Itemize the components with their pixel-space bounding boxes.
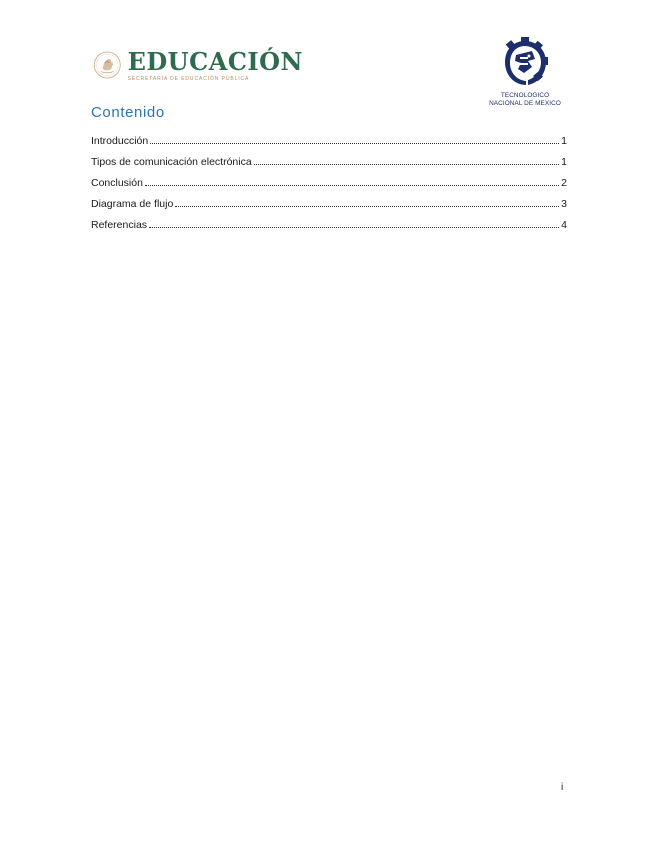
toc-entry-diagrama-flujo[interactable] — [91, 189, 567, 210]
toc-entry-tipos-comunicacion[interactable] — [91, 147, 567, 168]
tecnm-logo-line1: TECNOLOGICO — [500, 92, 550, 99]
toc-entry-label: Referencias — [91, 219, 148, 231]
toc-entry-conclusion[interactable] — [91, 168, 567, 189]
tecnm-logo-line2: NACIONAL DE MEXICO — [489, 100, 561, 107]
toc-entry-page: 4 — [561, 219, 567, 231]
page-number: i — [561, 782, 564, 793]
toc-entry-label: Conclusión — [91, 177, 143, 189]
toc-entry-label: Diagrama de flujo — [91, 198, 174, 210]
table-of-contents — [91, 126, 567, 231]
toc-leader-dots — [254, 163, 559, 165]
mexican-coat-of-arms-icon — [93, 42, 122, 88]
toc-leader-dots — [149, 226, 559, 228]
toc-leader-dots — [175, 205, 559, 207]
sep-logo-title: EDUCACIÓN — [127, 46, 303, 76]
toc-entry-label: Tipos de comunicación electrónica — [91, 156, 252, 168]
toc-entry-page: 2 — [561, 177, 567, 189]
toc-entry-page: 1 — [561, 156, 567, 168]
toc-entry-referencias[interactable] — [91, 210, 567, 231]
sep-logo — [93, 40, 303, 90]
toc-entry-page: 1 — [561, 135, 567, 147]
toc-entry-label: Introducción — [91, 135, 149, 147]
toc-entry-introduccion[interactable] — [91, 126, 567, 147]
sep-logo-subtitle: SECRETARÍA DE EDUCACIÓN PÚBLICA — [127, 75, 250, 82]
tecnm-gear-icon — [502, 37, 548, 89]
toc-title: Contenido — [91, 104, 165, 121]
toc-entry-page: 3 — [561, 198, 567, 210]
toc-leader-dots — [150, 142, 559, 144]
toc-leader-dots — [145, 184, 559, 186]
tecnm-logo — [482, 37, 568, 117]
